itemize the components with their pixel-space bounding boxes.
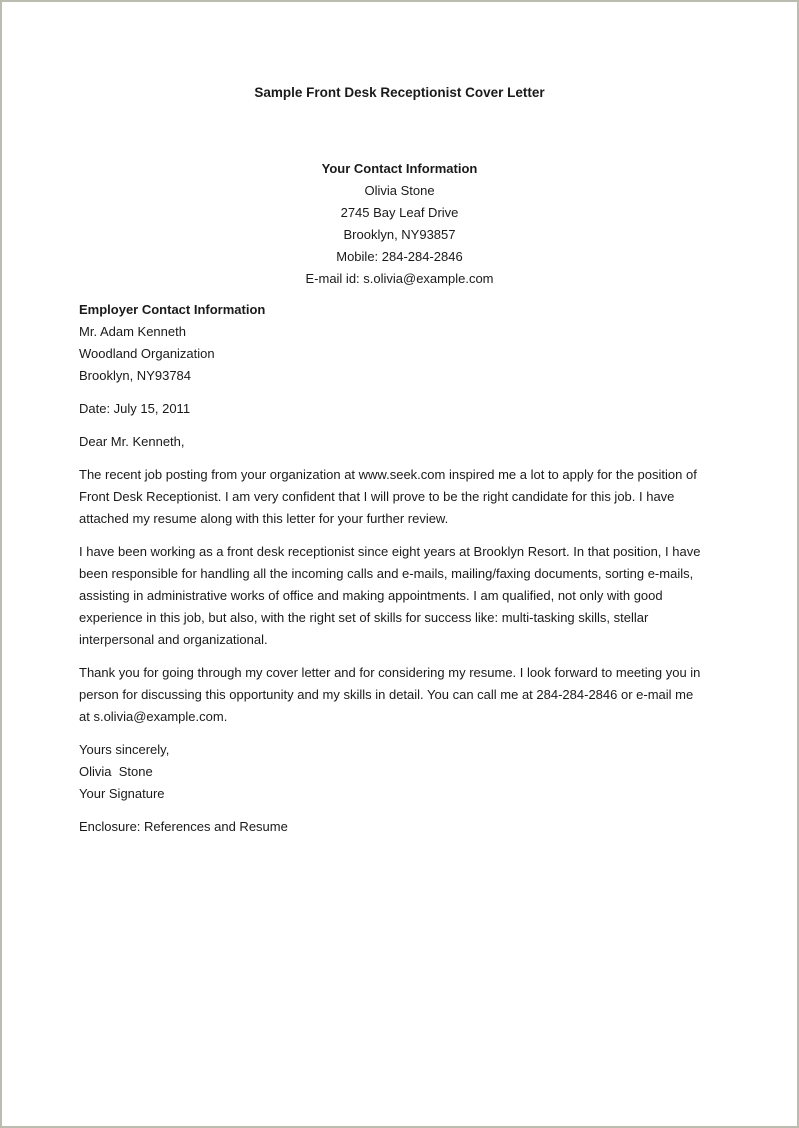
salutation: Dear Mr. Kenneth, [79,434,185,449]
paragraph-experience [79,541,719,651]
employer-heading: Employer Contact Information [79,302,266,317]
sender-heading: Your Contact Information [321,161,478,176]
paragraph-line: The recent job posting from your organization at www.seek.com inspired me a lot to apply for the position of [79,467,697,482]
sender-street: 2745 Bay Leaf Drive [340,205,459,220]
employer-name: Mr. Adam Kenneth [79,324,186,339]
signer-name: Olivia Stone [79,764,153,779]
signature-block [79,739,719,805]
paragraph-intro [79,464,719,530]
paragraph-line: I have been working as a front desk receptionist since eight years at Brooklyn Resort. In that position, I have [79,544,701,559]
enclosure-line: Enclosure: References and Resume [79,819,288,834]
employer-organization: Woodland Organization [79,346,215,361]
letter-body [79,299,719,849]
sender-mobile: Mobile: 284-284-2846 [336,249,463,264]
employer-city: Brooklyn, NY93784 [79,368,192,383]
paragraph-line: Thank you for going through my cover letter and for considering my resume. I look forward to meeting you in [79,665,701,680]
document-title: Sample Front Desk Receptionist Cover Letter [254,85,545,100]
paragraph-closing [79,662,719,728]
signature-placeholder: Your Signature [79,786,165,801]
paragraph-line: at s.olivia@example.com. [79,709,228,724]
paragraph-line: interpersonal and organizational. [79,632,268,647]
valediction: Yours sincerely, [79,742,170,757]
letter-date: Date: July 15, 2011 [79,401,191,416]
paragraph-line: person for discussing this opportunity and my skills in detail. You can call me at 284-284-2846 or e-mail me [79,687,694,702]
sender-email: E-mail id: s.olivia@example.com [305,271,494,286]
paragraph-line: assisting in administrative works of office and making appointments. I am qualified, not only with good [79,588,663,603]
sender-contact-block [2,158,797,290]
sender-name: Olivia Stone [364,183,435,198]
paragraph-line: attached my resume along with this letter for your further review. [79,511,449,526]
paragraph-line: experience in this job, but also, with the right set of skills for success like: multi-tasking skills, stellar [79,610,649,625]
sender-city: Brooklyn, NY93857 [343,227,456,242]
employer-contact-block [79,299,719,387]
paragraph-line: Front Desk Receptionist. I am very confident that I will prove to be the right candidate for this job. I have [79,489,675,504]
paragraph-line: been responsible for handling all the incoming calls and e-mails, mailing/faxing documents, sorting e-mails, [79,566,694,581]
